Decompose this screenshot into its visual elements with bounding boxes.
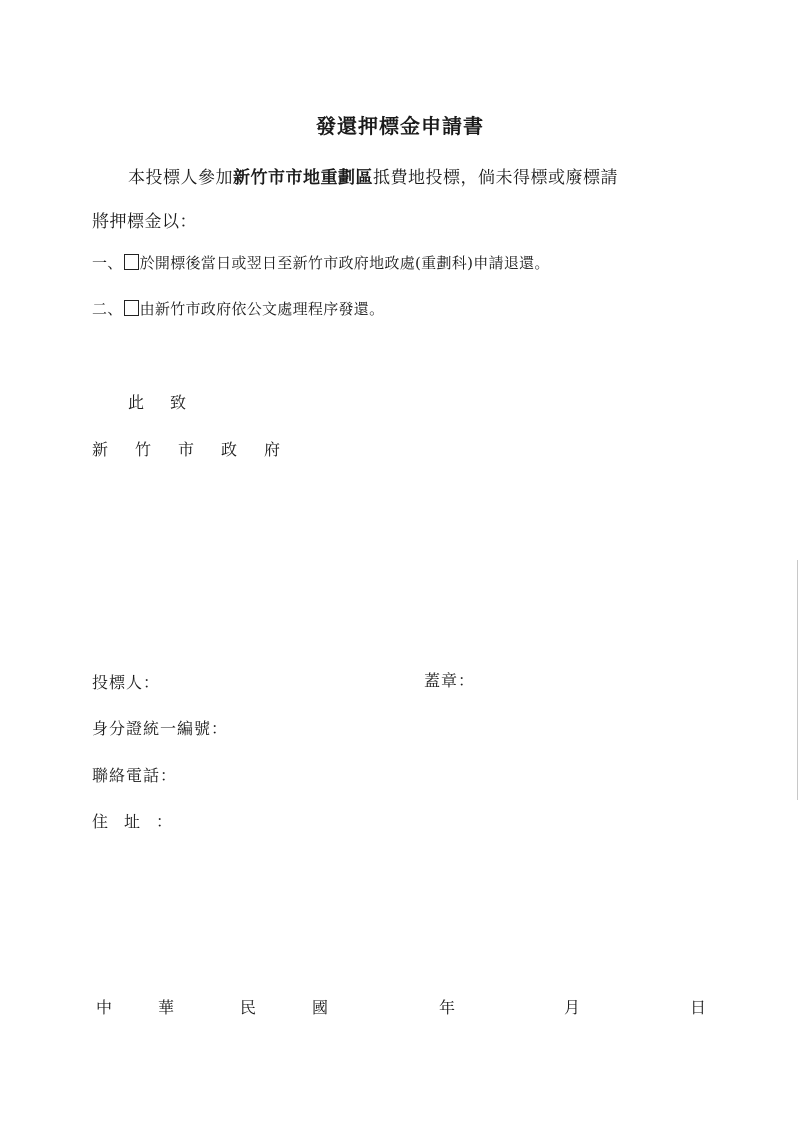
option-2-checkbox[interactable] xyxy=(124,300,139,316)
date-era-char: 國 xyxy=(312,998,329,1017)
date-day-label: 日 xyxy=(690,998,707,1017)
seal-field-label: 蓋章： xyxy=(424,671,476,690)
date-year-label: 年 xyxy=(439,998,456,1017)
id-number-field-label: 身分證統一編號： xyxy=(92,719,229,738)
option-text: 於開標後當日或翌日至新竹市政府地政處(重劃科)申請退還。 xyxy=(139,254,550,272)
intro-text-line2: 將押標金以： xyxy=(92,212,197,232)
intro-paragraph xyxy=(92,156,712,244)
intro-text-part2: 抵費地投標，倘未得標或廢標請 xyxy=(373,168,618,188)
scan-edge-line xyxy=(797,560,798,800)
option-number: 二、 xyxy=(92,300,123,318)
date-era-char: 中 xyxy=(96,998,113,1017)
phone-field-label: 聯絡電話： xyxy=(92,766,178,785)
option-text: 由新竹市政府依公文處理程序發還。 xyxy=(139,300,385,318)
option-number: 一、 xyxy=(92,254,123,272)
bidder-field-label: 投標人： xyxy=(92,673,161,692)
salutation: 此致 xyxy=(128,393,213,412)
form-title: 發還押標金申請書 xyxy=(316,114,484,138)
option-1-checkbox[interactable] xyxy=(124,254,139,270)
project-name: 新竹市市地重劃區 xyxy=(233,168,373,188)
refund-option-1 xyxy=(92,252,550,273)
intro-text-part1: 本投標人參加 xyxy=(128,168,233,188)
date-month-label: 月 xyxy=(564,998,581,1017)
refund-option-2 xyxy=(92,298,384,319)
address-field-label: 住址： xyxy=(92,812,189,831)
recipient: 新竹市政府 xyxy=(92,440,308,459)
date-era-char: 民 xyxy=(240,998,257,1017)
date-era-char: 華 xyxy=(158,998,175,1017)
